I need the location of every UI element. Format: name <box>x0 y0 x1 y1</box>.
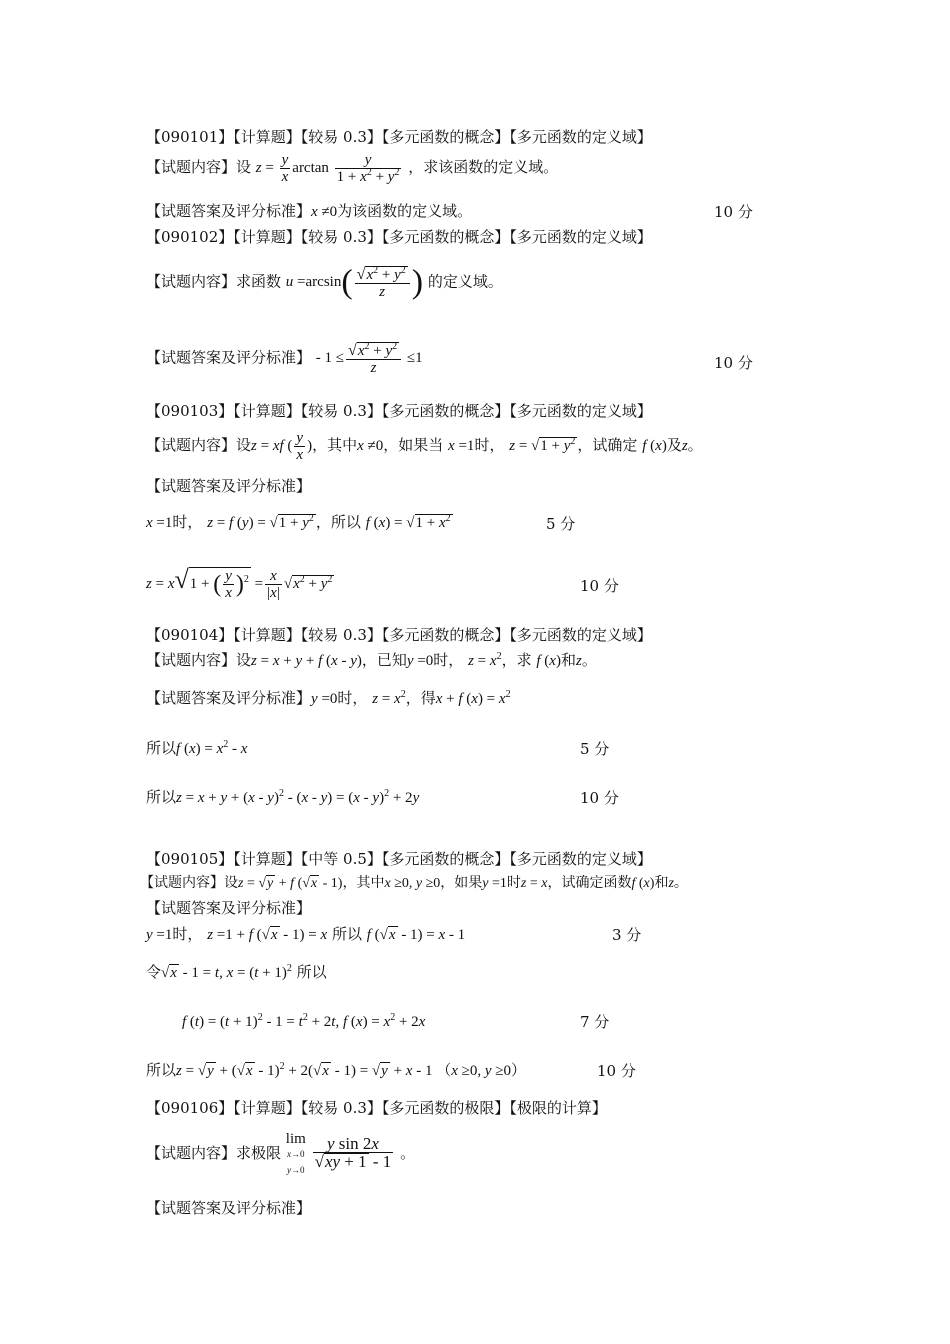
q5-content-tail: ，试确定函数 <box>547 875 632 891</box>
q6-header: 【090106】【计算题】【较易 0.3】【多元函数的极限】【极限的计算】 <box>146 1099 607 1117</box>
q4-so2: 所以 <box>146 788 177 806</box>
q5-and: 和 <box>654 875 669 891</box>
q3-mid2: ，如果当 <box>383 435 444 454</box>
q1-formula: z = $\frac{y}{x}$ arctan $\frac{y}{1 + x^2 + y^2}$ <box>255 152 400 185</box>
q4-content: 【试题内容】设z = x + y + f (x - y)，已知y =0时， $z = x^2$，求 f (x)和z。 <box>146 651 597 669</box>
q4-answer-get: ，得 <box>405 689 436 707</box>
q3-score1: 5 分 <box>546 515 576 533</box>
q1-content-tail: ，求该函数的定义域。 <box>408 157 559 176</box>
q5-mid2: ，如果 <box>440 875 483 891</box>
q2-content-label: 【试题内容】求函数 <box>146 272 282 291</box>
q3-step2: z = x√1 + ( $\frac{y}{x}$ )$^2$ = $\frac{x}{|x|}$ $√x^2 + y^2$ <box>146 564 333 601</box>
q1-answer-label: 【试题答案及评分标准】 <box>146 202 312 220</box>
q1-score: 10 分 <box>714 203 753 221</box>
q4-mid: ，已知 <box>361 651 407 669</box>
q3-content: 【试题内容】设z = xf ( $\frac{y}{x}$ )，其中x ≠0，如果当 x =1时， $z = √1 + y^2$ ，试确定 f (x)及z。 <box>146 430 703 463</box>
q3-step1-so: ，所以 <box>315 513 361 531</box>
q5-final-so: 所以 <box>146 1061 177 1079</box>
q4-mid2: 时， <box>433 651 464 669</box>
q6-content: 【试题内容】求极限 lim x→0 y→0 $\frac{\text{y sin 2x}}{√xy + 1 - 1}$ 。 <box>146 1131 416 1175</box>
q2-content: 【试题内容】求函数 u =arcsin( $\frac{√x^2 + y^2}{z}$ ) 的定义域。 <box>146 264 503 301</box>
q4-answer-label: 【试题答案及评分标准】 <box>146 689 312 707</box>
q4-content-label: 【试题内容】设 <box>146 651 252 669</box>
q4-answer: 【试题答案及评分标准】y =0时， $z = x^2$，得x + f $(x) = x^2$ <box>146 689 511 707</box>
q1-content <box>146 152 558 185</box>
q1-header: 【090101】【计算题】【较易 0.3】【多元函数的概念】【多元函数的定义域】 <box>146 128 652 146</box>
q4-and: 和 <box>560 651 576 669</box>
q4-score1: 5 分 <box>580 740 610 758</box>
q2-content-tail: 的定义域。 <box>427 272 503 291</box>
q5-score1: 3 分 <box>612 926 642 944</box>
q6-answer-label: 【试题答案及评分标准】 <box>146 1199 312 1217</box>
q4-step2: 所以z = x + y + (x - y)$^2$ - (x - y) = (x - y)$^2$ + 2y <box>146 788 420 806</box>
q5-step1-when: 时， <box>172 925 203 943</box>
q3-header: 【090103】【计算题】【较易 0.3】【多元函数的概念】【多元函数的定义域】 <box>146 402 652 420</box>
q2-header: 【090102】【计算题】【较易 0.3】【多元函数的概念】【多元函数的定义域】 <box>146 228 652 246</box>
q5-header: 【090105】【计算题】【中等 0.5】【多元函数的概念】【多元函数的定义域】 <box>146 850 652 868</box>
q4-step1: 所以f $(x) = x^2 - x$ <box>146 739 248 757</box>
q6-content-label: 【试题内容】求极限 <box>146 1144 282 1162</box>
q1-answer: 【试题答案及评分标准】x ≠0为该函数的定义域。 <box>146 202 473 220</box>
q5-let: 令 <box>146 963 162 981</box>
q2-answer-label: 【试题答案及评分标准】 <box>146 348 312 367</box>
q5-answer-label: 【试题答案及评分标准】 <box>146 899 312 917</box>
q4-answer-when: 时， <box>337 689 368 707</box>
q3-step1: x =1时， z = f $(y) = √1 + y^2$ ，所以 f $(x) = √1 + x^2$ <box>146 513 451 531</box>
q5-content-label: 【试题内容】设 <box>140 875 238 891</box>
q3-and: 及 <box>666 435 682 454</box>
q5-score2: 7 分 <box>580 1013 610 1031</box>
q2-score: 10 分 <box>714 354 753 372</box>
q3-mid3: 时， <box>474 435 505 454</box>
q5-step3: f $(t) = (t + 1)^2 - 1 = t^2 + 2t$, f $(x) = x^2 + 2x$ <box>182 1012 426 1030</box>
q4-so1: 所以 <box>146 739 177 757</box>
q5-step1: y =1时， z =1 + f (√x - 1) = x 所以 f (√x - 1) = x - 1 <box>146 925 466 943</box>
q3-score2: 10 分 <box>580 577 619 595</box>
q2-answer: 【试题答案及评分标准】 - 1 ≤ $\frac{√x^2 + y^2}{z}$ ≤1 <box>146 341 423 376</box>
q3-answer-label: 【试题答案及评分标准】 <box>146 477 312 495</box>
q6-content-tail: 。 <box>400 1144 416 1162</box>
q4-header: 【090104】【计算题】【较易 0.3】【多元函数的概念】【多元函数的定义域】 <box>146 626 652 644</box>
q5-score3: 10 分 <box>597 1062 636 1080</box>
q5-mid: ，其中 <box>342 875 385 891</box>
q5-step2: 令√x - 1 = t, $x = (t + 1)^2$ 所以 <box>146 963 327 981</box>
q5-content: 【试题内容】设z = √y + f (√x - 1)，其中x ≥0, y ≥0，如果y =1时z = x，试确定函数f (x)和z。 <box>140 875 688 891</box>
q3-content-label: 【试题内容】设 <box>146 435 252 454</box>
q5-mid3: 时 <box>506 875 521 891</box>
q4-content-tail: ，求 <box>501 651 532 669</box>
q5-step1-so: 所以 <box>331 925 362 943</box>
q3-content-tail: ，试确定 <box>577 435 638 454</box>
q5-step4: 所以z = √y + (√x - 1)$^2$ + 2(√x - 1) = √y + x - 1 （x ≥0, y ≥0） <box>146 1061 527 1079</box>
q5-let-so: 所以 <box>296 963 327 981</box>
q4-score2: 10 分 <box>580 789 619 807</box>
q1-content-label: 【试题内容】设 <box>146 157 252 176</box>
q3-mid1: ，其中 <box>312 435 358 454</box>
q3-step1-when: 时， <box>172 513 203 531</box>
q1-answer-text: 为该函数的定义域。 <box>337 202 473 220</box>
